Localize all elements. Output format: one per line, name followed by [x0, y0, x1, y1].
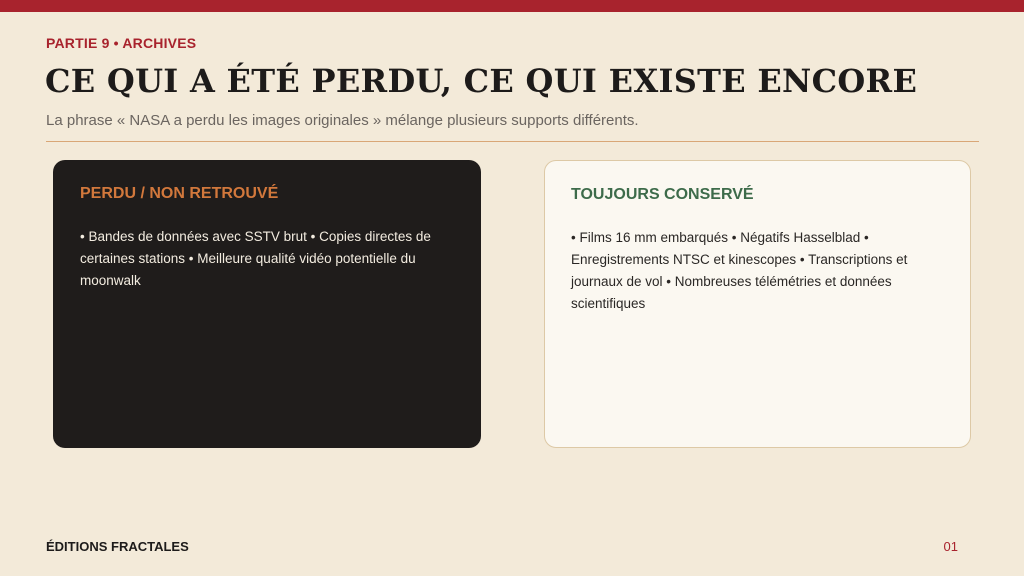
slide-title: CE QUI A ÉTÉ PERDU, CE QUI EXISTE ENCORE — [45, 62, 918, 100]
kept-card-heading: TOUJOURS CONSERVÉ — [571, 186, 754, 203]
footer-brand: ÉDITIONS FRACTALES — [46, 539, 189, 554]
top-accent-bar — [0, 0, 1024, 12]
kept-card-body: • Films 16 mm embarqués • Négatifs Hasselblad • Enregistrements NTSC et kinescopes • Transcriptions et journaux de vol • Nombreuses télémétries et données scientifiques — [571, 230, 908, 311]
lost-card-heading: PERDU / NON RETROUVÉ — [80, 185, 279, 202]
lost-card-body: • Bandes de données avec SSTV brut • Copies directes de certaines stations • Meilleure qualité vidéo potentielle du moonwalk — [80, 229, 431, 288]
kept-card — [544, 160, 971, 448]
slide-subtitle: La phrase « NASA a perdu les images originales » mélange plusieurs supports différents. — [46, 112, 639, 129]
section-kicker: PARTIE 9 • ARCHIVES — [46, 35, 197, 51]
header-divider — [46, 141, 979, 142]
lost-card — [53, 160, 481, 448]
page-number: 01 — [943, 539, 958, 554]
